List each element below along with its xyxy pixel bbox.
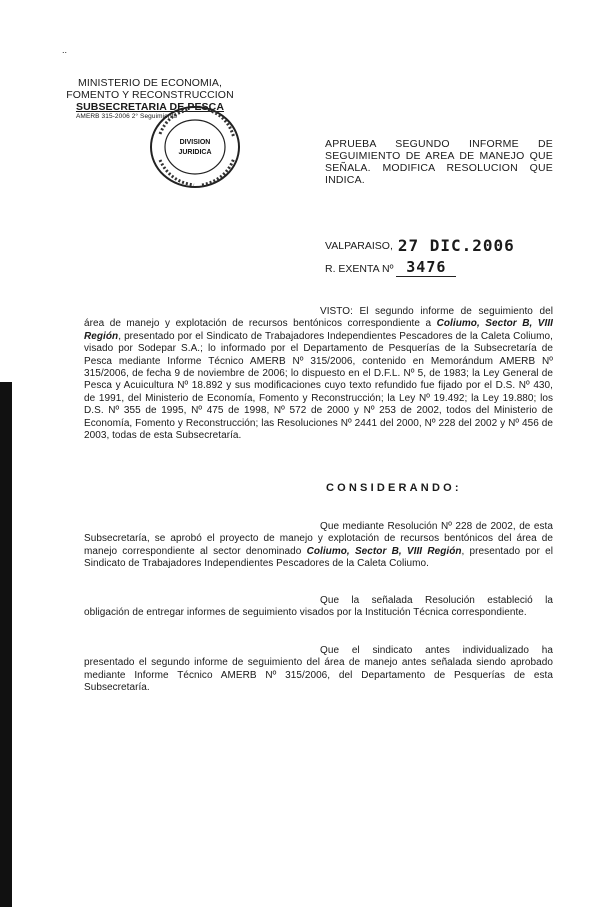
considerando-paragraph-2 [84, 595, 553, 620]
visto-text-start: VISTO: El segundo informe de seguimiento del área de manejo y explotación de recursos bentónicos correspondiente a [84, 306, 553, 330]
place-date [325, 236, 515, 255]
considerando-paragraph-3 [84, 645, 553, 695]
visto-paragraph [84, 306, 553, 442]
considerando-paragraph-1 [84, 521, 553, 571]
scan-edge-shadow [0, 382, 12, 907]
resolution-subject: APRUEBA SEGUNDO INFORME DE SEGUIMIENTO DE AREA DE MANEJO QUE SEÑALA. MODIFICA RESOLUCION QUE INDICA. [325, 138, 553, 186]
visto-sector: Coliumo, Sector B, VIII Región [84, 318, 554, 342]
stamp-text-1: DIVISION [179, 139, 211, 146]
considerando-heading: CONSIDERANDO: [326, 482, 462, 494]
c3-text: Que el sindicato antes individualizado ha presentado el segundo informe de seguimiento del área de manejo antes señalada siendo aprobado mediante Informe Técnico AMERB Nº 315/2006, del Departamento de Pesquerías de esta Subsecretaría. [84, 645, 553, 694]
place-label: VALPARAISO, [325, 240, 393, 252]
exenta-number: 3476 [396, 258, 456, 277]
exenta-line [325, 258, 456, 277]
date-stamp: 27 DIC.2006 [397, 236, 515, 255]
c1-text-start: Que mediante Resolución Nº 228 de 2002, de esta Subsecretaría, se aprobó el proyecto de manejo y explotación de recursos bentónicos del área de manejo correspondiente al sector denominado [84, 521, 553, 557]
c2-text: Que la señalada Resolución estableció la obligación de entregar informes de seguimiento visados por la Institución Técnica correspondiente. [84, 595, 553, 619]
stamp-text-2: JURIDICA [178, 149, 212, 156]
juridica-stamp [148, 104, 242, 190]
scan-marks: .. [62, 45, 68, 55]
letterhead-ministry-2: FOMENTO Y RECONSTRUCCION [66, 89, 234, 101]
c1-text-end: , presentado por el Sindicato de Trabajadores Independientes Pescadores de la Caleta Coliumo. [84, 545, 553, 570]
exenta-label: R. EXENTA Nº [325, 263, 394, 275]
letterhead-reference: AMERB 315-2006 2° Seguimiento [76, 113, 178, 120]
stamp-seal-icon [148, 104, 242, 190]
letterhead-subsecretaria: SUBSECRETARIA DE PESCA [75, 101, 225, 113]
visto-text-end: , presentado por el Sindicato de Trabajadores Independientes Pescadores de la Caleta Coliumo, visado por Sodepar S.A.; lo informado por el Departamento de Pesquerías de la Subsecretaría de Pesca mediante Informe Técnico AMERB Nº 315/2006, contenido en Memorándum AMERB Nº 315/2006, de fecha 9 de noviembre de 2006; lo dispuesto en el D.F.L. Nº 5, de 1983; la Ley General de Pesca y Acuicultura Nº 18.892 y sus modificaciones cuyo texto refundido fue fijado por el D.S. Nº 430, de 1991, del Ministerio de Economía, Fomento y Reconstrucción; la Ley Nº 19.492; la Ley 19.880; los D.S. Nº 355 de 1995, Nº 475 de 1998, Nº 572 de 2000 y Nº 253 de 2002, todos del Ministerio de Economía, Fomento y Reconstrucción; las Resoluciones Nº 2441 del 2000, Nº 228 del 2002 y Nº 456 de 2003, todas de esta Subsecretaría. [84, 330, 553, 442]
letterhead-ministry: MINISTERIO DE ECONOMIA, [77, 77, 223, 89]
c1-sector: Coliumo, Sector B, VIII Región [306, 545, 462, 557]
